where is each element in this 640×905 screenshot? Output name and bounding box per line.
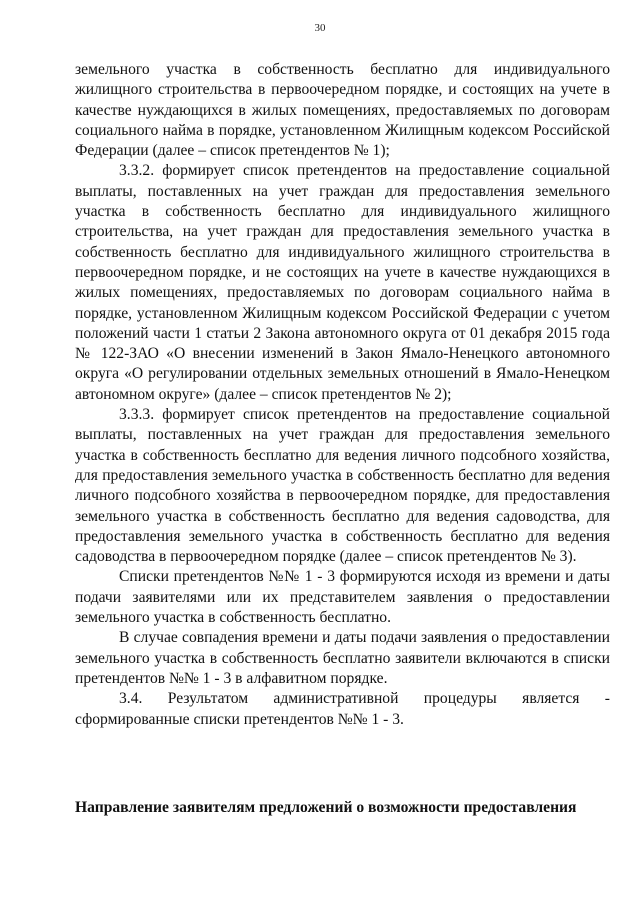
document-body xyxy=(75,60,610,730)
paragraph-3-3-3: 3.3.3. формирует список претендентов на предоставление социальной выплаты, поставленных на учет граждан для предоставления земельного участка в собственность бесплатно для ведения личного подсобного хозяйства, для предоставления земельного участка в собственность бесплатно для ведения личного подсобного хозяйства в первоочередном порядке, для предоставления земельного участка в собственность бесплатно для ведения садоводства, для предоставления земельного участка в собственность бесплатно для ведения садоводства в первоочередном порядке (далее – список претендентов № 3). xyxy=(75,406,610,566)
paragraph-3-3-2: 3.3.2. формирует список претендентов на предоставление социальной выплаты, поставленных на учет граждан для предоставления земельного участка в собственность бесплатно для индивидуального жилищного строительства, на учет граждан для предоставления земельного участка в собственность бесплатно для индивидуального жилищного строительства в первоочередном порядке, и не состоящих на учете в качестве нуждающихся в жилых помещениях, предоставляемых по договорам социального найма в порядке, установленном Жилищным кодексом Российской Федерации с учетом положений части 1 статьи 2 Закона автономного округа от 01 декабря 2015 года № 122-ЗАО «О внесении изменений в Закон Ямало-Ненецкого автономного округа «О регулировании отдельных земельных отношений в Ямало-Ненецком автономном округе» (далее – список претендентов № 2); xyxy=(75,162,610,403)
paragraph-continuation: земельного участка в собственность бесплатно для индивидуального жилищного строительства в первоочередном порядке, и состоящих на учете в качестве нуждающихся в жилых помещениях, предоставляемых по договорам социального найма в порядке, установленном Жилищным кодексом Российской Федерации (далее – список претендентов № 1); xyxy=(75,61,610,160)
page-number: 30 xyxy=(314,22,326,34)
paragraph-coincidence: В случае совпадения времени и даты подачи заявления о предоставлении земельного участка в собственность бесплатно заявители включаются в списки претендентов №№ 1 - 3 в алфавитном порядке. xyxy=(75,629,610,687)
paragraph-lists-formation: Списки претендентов №№ 1 - 3 формируются исходя из времени и даты подачи заявителями или их представителем заявления о предоставлении земельного участка в собственность бесплатно. xyxy=(75,568,610,627)
section-heading: Направление заявителям предложений о возможности предоставления xyxy=(75,799,577,816)
paragraph-3-4: 3.4. Результатом административной процедуры является - сформированные списки претендентов №№ 1 - 3. xyxy=(75,690,610,728)
